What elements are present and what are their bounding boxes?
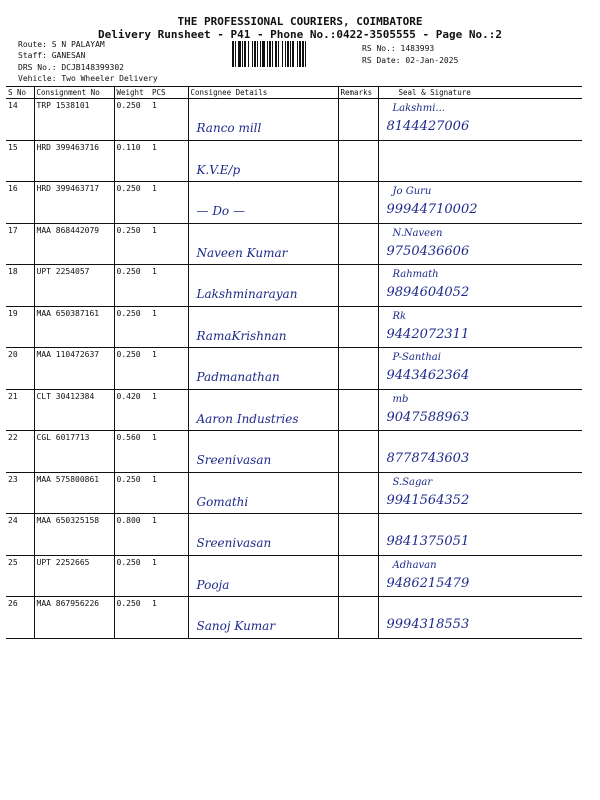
table-row bbox=[6, 472, 582, 514]
row-signature bbox=[378, 514, 582, 556]
row-consignment-no: UPT 2254057 bbox=[34, 265, 114, 307]
signature-name-handwriting: Rk bbox=[392, 310, 407, 322]
col-weight: Weight bbox=[114, 87, 150, 99]
col-remarks: Remarks bbox=[338, 87, 378, 99]
consignee-handwriting: Pooja bbox=[196, 577, 230, 592]
row-signature bbox=[378, 597, 582, 639]
row-weight: 0.110 bbox=[114, 140, 150, 182]
row-signature bbox=[378, 140, 582, 182]
row-pcs: 1 bbox=[150, 223, 188, 265]
row-weight: 0.250 bbox=[114, 597, 150, 639]
row-weight: 0.250 bbox=[114, 223, 150, 265]
table-row bbox=[6, 223, 582, 265]
row-consignee bbox=[188, 182, 338, 224]
col-seal: Seal & Signature bbox=[378, 87, 582, 99]
route-label: Route: S N PALAYAM bbox=[18, 40, 105, 49]
row-consignment-no: MAA 575800861 bbox=[34, 472, 114, 514]
row-signature bbox=[378, 555, 582, 597]
row-consignee bbox=[188, 348, 338, 390]
row-remarks bbox=[338, 306, 378, 348]
consignee-handwriting: — Do — bbox=[196, 204, 245, 218]
row-pcs: 1 bbox=[150, 514, 188, 556]
table-row bbox=[6, 182, 582, 224]
table-header-row bbox=[6, 87, 582, 99]
row-sno: 18 bbox=[6, 265, 34, 307]
table-row bbox=[6, 348, 582, 390]
row-remarks bbox=[338, 99, 378, 141]
row-weight: 0.800 bbox=[114, 514, 150, 556]
row-consignee bbox=[188, 306, 338, 348]
signature-phone-handwriting: 9047588963 bbox=[386, 409, 470, 425]
row-weight: 0.250 bbox=[114, 472, 150, 514]
signature-phone-handwriting: 8778743603 bbox=[386, 451, 470, 466]
row-signature bbox=[378, 265, 582, 307]
consignee-handwriting: K.V.E/p bbox=[196, 162, 241, 177]
row-sno: 19 bbox=[6, 306, 34, 348]
vehicle-label: Vehicle: Two Wheeler Delivery bbox=[18, 74, 158, 83]
row-pcs: 1 bbox=[150, 348, 188, 390]
row-remarks bbox=[338, 597, 378, 639]
row-consignee bbox=[188, 99, 338, 141]
signature-name-handwriting: P-Santhai bbox=[392, 352, 441, 363]
row-consignment-no: MAA 650325158 bbox=[34, 514, 114, 556]
consignee-handwriting: Naveen Kumar bbox=[196, 245, 288, 260]
row-signature bbox=[378, 348, 582, 390]
row-pcs: 1 bbox=[150, 140, 188, 182]
consignee-handwriting: Ranco mill bbox=[196, 121, 262, 135]
row-remarks bbox=[338, 265, 378, 307]
table-row bbox=[6, 431, 582, 473]
row-remarks bbox=[338, 223, 378, 265]
row-consignment-no: HRD 399463716 bbox=[34, 140, 114, 182]
signature-name-handwriting: Lakshmi... bbox=[392, 103, 445, 114]
signature-phone-handwriting: 9841375051 bbox=[386, 534, 470, 549]
row-pcs: 1 bbox=[150, 555, 188, 597]
row-weight: 0.250 bbox=[114, 348, 150, 390]
row-consignee bbox=[188, 389, 338, 431]
barcode-bar bbox=[306, 41, 308, 67]
row-remarks bbox=[338, 182, 378, 224]
consignee-handwriting: Lakshminarayan bbox=[196, 287, 298, 301]
row-pcs: 1 bbox=[150, 597, 188, 639]
col-pcs: PCS bbox=[150, 87, 188, 99]
row-remarks bbox=[338, 514, 378, 556]
row-sno: 21 bbox=[6, 389, 34, 431]
row-sno: 17 bbox=[6, 223, 34, 265]
row-consignment-no: TRP 1538101 bbox=[34, 99, 114, 141]
row-sno: 26 bbox=[6, 597, 34, 639]
signature-name-handwriting: Rahmath bbox=[392, 269, 439, 280]
consignee-handwriting: Sanoj Kumar bbox=[196, 619, 276, 633]
signature-phone-handwriting: 9442072311 bbox=[386, 326, 470, 342]
row-signature bbox=[378, 223, 582, 265]
table-row bbox=[6, 555, 582, 597]
row-signature bbox=[378, 431, 582, 473]
row-weight: 0.560 bbox=[114, 431, 150, 473]
row-remarks bbox=[338, 472, 378, 514]
row-sno: 25 bbox=[6, 555, 34, 597]
row-pcs: 1 bbox=[150, 182, 188, 224]
table-row bbox=[6, 140, 582, 182]
col-consignee: Consignee Details bbox=[188, 87, 338, 99]
row-sno: 15 bbox=[6, 140, 34, 182]
row-sno: 16 bbox=[6, 182, 34, 224]
row-signature bbox=[378, 472, 582, 514]
table-row bbox=[6, 265, 582, 307]
row-pcs: 1 bbox=[150, 99, 188, 141]
row-consignment-no: HRD 399463717 bbox=[34, 182, 114, 224]
row-sno: 24 bbox=[6, 514, 34, 556]
row-consignment-no: MAA 110472637 bbox=[34, 348, 114, 390]
signature-name-handwriting: mb bbox=[392, 393, 409, 405]
row-signature bbox=[378, 389, 582, 431]
signature-name-handwriting: Adhavan bbox=[392, 559, 437, 571]
signature-phone-handwriting: 9894604052 bbox=[386, 285, 470, 300]
row-remarks bbox=[338, 140, 378, 182]
row-pcs: 1 bbox=[150, 265, 188, 307]
row-consignee bbox=[188, 431, 338, 473]
row-signature bbox=[378, 182, 582, 224]
table-row bbox=[6, 306, 582, 348]
row-weight: 0.420 bbox=[114, 389, 150, 431]
consignee-handwriting: Sreenivasan bbox=[196, 453, 272, 467]
runsheet-table bbox=[6, 86, 582, 639]
row-sno: 23 bbox=[6, 472, 34, 514]
row-remarks bbox=[338, 431, 378, 473]
row-weight: 0.250 bbox=[114, 306, 150, 348]
row-consignee bbox=[188, 140, 338, 182]
signature-name-handwriting: S.Sagar bbox=[392, 476, 433, 488]
row-consignment-no: CGL 6017713 bbox=[34, 431, 114, 473]
row-weight: 0.250 bbox=[114, 555, 150, 597]
table-row bbox=[6, 389, 582, 431]
row-consignee bbox=[188, 597, 338, 639]
row-remarks bbox=[338, 389, 378, 431]
row-consignment-no: MAA 868442079 bbox=[34, 223, 114, 265]
row-sno: 22 bbox=[6, 431, 34, 473]
row-sno: 20 bbox=[6, 348, 34, 390]
row-signature bbox=[378, 99, 582, 141]
consignee-handwriting: Sreenivasan bbox=[196, 536, 272, 550]
row-consignment-no: MAA 867956226 bbox=[34, 597, 114, 639]
runsheet-title: Delivery Runsheet - P41 - Phone No.:0422-3505555 - Page No.:2 bbox=[98, 28, 502, 41]
signature-phone-handwriting: 9750436606 bbox=[386, 243, 470, 259]
barcode-image bbox=[232, 41, 356, 67]
row-consignment-no: CLT 30412384 bbox=[34, 389, 114, 431]
row-consignment-no: MAA 650387161 bbox=[34, 306, 114, 348]
col-sno: S No bbox=[6, 87, 34, 99]
row-sno: 14 bbox=[6, 99, 34, 141]
row-weight: 0.250 bbox=[114, 265, 150, 307]
row-pcs: 1 bbox=[150, 306, 188, 348]
row-weight: 0.250 bbox=[114, 182, 150, 224]
rs-number: RS No.: 1483993 bbox=[362, 44, 435, 53]
row-consignee bbox=[188, 472, 338, 514]
col-consignment: Consignment No bbox=[34, 87, 114, 99]
consignee-handwriting: RamaKrishnan bbox=[196, 328, 287, 343]
row-pcs: 1 bbox=[150, 431, 188, 473]
signature-phone-handwriting: 9994318553 bbox=[386, 617, 470, 632]
table-row bbox=[6, 514, 582, 556]
staff-label: Staff: GANESAN bbox=[18, 51, 86, 60]
row-consignment-no: UPT 2252665 bbox=[34, 555, 114, 597]
row-consignee bbox=[188, 265, 338, 307]
rs-date: RS Date: 02-Jan-2025 bbox=[362, 56, 459, 65]
row-consignee bbox=[188, 223, 338, 265]
consignee-handwriting: Padmanathan bbox=[196, 370, 280, 384]
row-consignee bbox=[188, 555, 338, 597]
row-remarks bbox=[338, 555, 378, 597]
row-consignee bbox=[188, 514, 338, 556]
row-remarks bbox=[338, 348, 378, 390]
row-weight: 0.250 bbox=[114, 99, 150, 141]
signature-name-handwriting: N.Naveen bbox=[392, 227, 443, 239]
row-signature bbox=[378, 306, 582, 348]
signature-phone-handwriting: 9443462364 bbox=[386, 368, 470, 383]
signature-phone-handwriting: 9941564352 bbox=[386, 492, 470, 508]
table-row bbox=[6, 597, 582, 639]
table-row bbox=[6, 99, 582, 141]
signature-phone-handwriting: 9486215479 bbox=[386, 575, 470, 591]
row-pcs: 1 bbox=[150, 389, 188, 431]
row-pcs: 1 bbox=[150, 472, 188, 514]
consignee-handwriting: Gomathi bbox=[196, 494, 249, 509]
runsheet-table-wrapper bbox=[6, 86, 582, 639]
signature-name-handwriting: Jo Guru bbox=[392, 186, 432, 197]
consignee-handwriting: Aaron Industries bbox=[196, 411, 299, 426]
drs-number: DRS No.: DCJB148399302 bbox=[18, 63, 124, 72]
signature-phone-handwriting: 8144427006 bbox=[386, 119, 470, 134]
company-title: THE PROFESSIONAL COURIERS, COIMBATORE bbox=[177, 15, 423, 28]
signature-phone-handwriting: 99944710002 bbox=[386, 202, 478, 217]
